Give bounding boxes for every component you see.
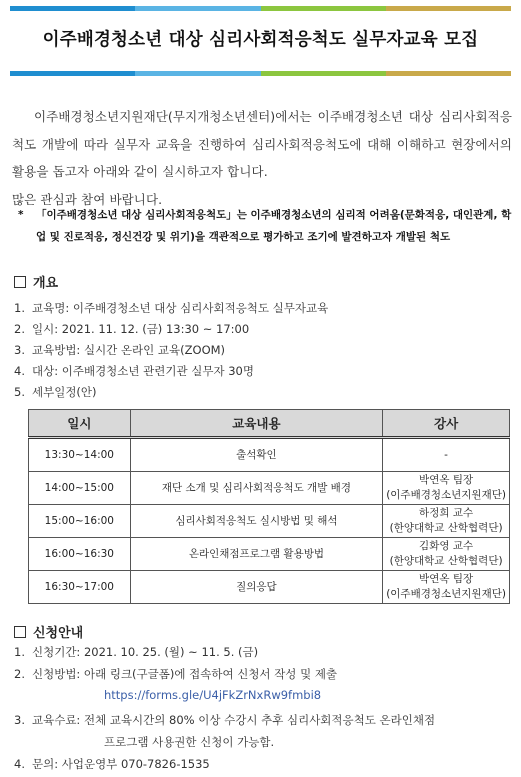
list-item: 4. 대상: 이주배경청소년 관련기관 실무자 30명 (14, 364, 254, 378)
list-item: 2. 신청방법: 아래 링크(구글폼)에 접속하여 신청서 작성 및 제출 (14, 667, 338, 681)
checkbox-square-icon (14, 626, 26, 638)
cell-lecturer: 하정희 교수 (한양대학교 산학협력단) (383, 505, 510, 538)
list-item: 2. 일시: 2021. 11. 12. (금) 13:30 ~ 17:00 (14, 322, 250, 336)
scale-note (18, 204, 513, 248)
page-title: 이주배경청소년 대상 심리사회적응척도 실무자교육 모집 (42, 30, 479, 50)
cell-time: 16:00~16:30 (29, 538, 131, 571)
column-header-time: 일시 (29, 410, 131, 438)
bar-seg-3 (261, 71, 386, 76)
bottom-color-bar (10, 71, 511, 76)
list-item: 3. 교육수료: 전체 교육시간의 80% 이상 수강시 추후 심리사회적응척도 온라인채점 (14, 713, 436, 727)
cell-time: 14:00~15:00 (29, 472, 131, 505)
list-item-continuation: 프로그램 사용권한 신청이 가능함. (104, 735, 275, 749)
apply-heading (14, 622, 83, 641)
intro-paragraph: 이주배경청소년지원재단(무지개청소년센터)에서는 이주배경청소년 대상 심리사회적응척도 개발에 따라 실무자 교육을 진행하여 심리사회적응척도에 대해 이해하고 현장에서의 활용을 돕고자 아래와 같이 실시하고자 합니다. (12, 109, 512, 179)
table-row (29, 438, 510, 472)
note-mark: * (18, 209, 24, 221)
cell-time: 15:00~16:00 (29, 505, 131, 538)
intro-closing: 많은 관심과 참여 바랍니다. (12, 191, 163, 207)
cell-lecturer: 김화영 교수 (한양대학교 산학협력단) (383, 538, 510, 571)
overview-heading (14, 272, 58, 291)
cell-lecturer: 박연옥 팀장 (이주배경청소년지원재단) (383, 472, 510, 505)
cell-time: 16:30~17:00 (29, 571, 131, 604)
table-row (29, 571, 510, 604)
column-header-content: 교육내용 (130, 410, 382, 438)
bar-seg-1 (10, 6, 135, 11)
cell-time: 13:30~14:00 (29, 438, 131, 472)
top-color-bar (10, 6, 511, 11)
list-item: 1. 신청기간: 2021. 10. 25. (월) ~ 11. 5. (금) (14, 645, 259, 659)
cell-lecturer: - (383, 438, 510, 472)
table-row (29, 505, 510, 538)
note-text: 「이주배경청소년 대상 심리사회적응척도」는 이주배경청소년의 심리적 어려움(문화적응, 대인관계, 학업 및 진로적응, 정신건강 및 위기)을 객관적으로 평가하고 조기에 발견하고자 개발된 척도 (36, 209, 512, 243)
list-item: 5. 세부일정(안) (14, 385, 97, 399)
apply-heading-label: 신청안내 (33, 626, 84, 641)
bar-seg-3 (261, 6, 386, 11)
bar-seg-4 (386, 71, 511, 76)
bar-seg-2 (135, 71, 260, 76)
application-form-link[interactable]: https://forms.gle/U4jFkZrNxRw9fmbi8 (104, 688, 322, 702)
table-row (29, 538, 510, 571)
list-item: 1. 교육명: 이주배경청소년 대상 심리사회적응척도 실무자교육 (14, 301, 329, 315)
bar-seg-2 (135, 6, 260, 11)
checkbox-square-icon (14, 276, 26, 288)
cell-content: 심리사회적응척도 실시방법 및 해석 (130, 505, 382, 538)
cell-lecturer: 박연옥 팀장 (이주배경청소년지원재단) (383, 571, 510, 604)
cell-content: 재단 소개 및 심리사회적응척도 개발 배경 (130, 472, 382, 505)
overview-heading-label: 개요 (33, 276, 59, 291)
intro-text (12, 103, 512, 213)
table-row (29, 472, 510, 505)
bar-seg-4 (386, 6, 511, 11)
cell-content: 질의응답 (130, 571, 382, 604)
schedule-table (28, 409, 510, 604)
list-item: 4. 문의: 사업운영부 070-7826-1535 (14, 757, 210, 771)
bar-seg-1 (10, 71, 135, 76)
column-header-lecturer: 강사 (383, 410, 510, 438)
list-item: 3. 교육방법: 실시간 온라인 교육(ZOOM) (14, 343, 226, 357)
cell-content: 온라인채점프로그램 활용방법 (130, 538, 382, 571)
cell-content: 출석확인 (130, 438, 382, 472)
